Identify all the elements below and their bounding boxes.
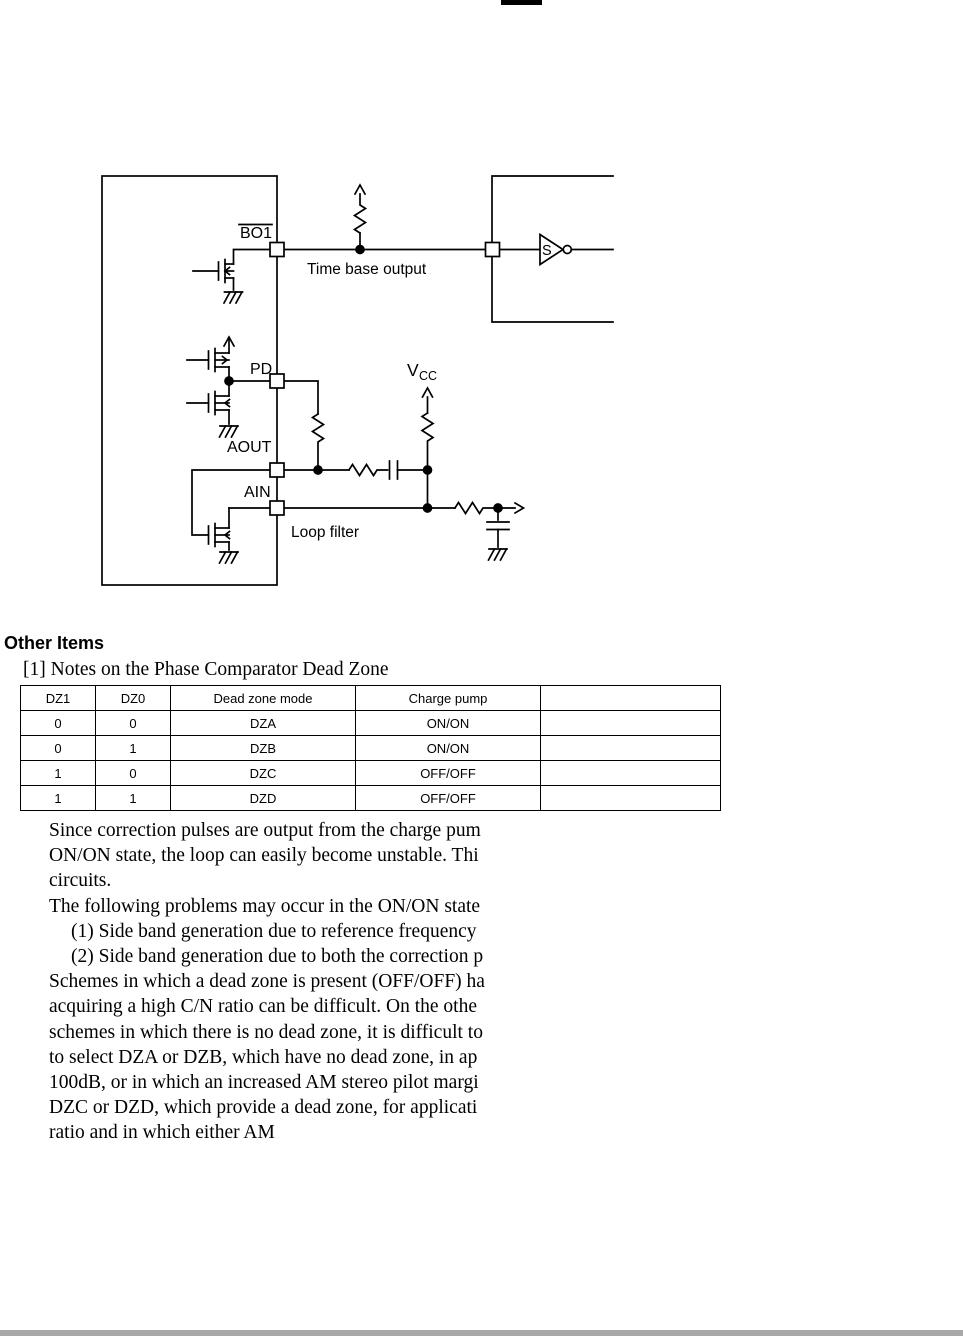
resistor [422,413,433,508]
label-loop-filter: Loop filter [291,524,360,541]
label-vcc-subscript: CC [419,369,438,383]
ground-icon [224,292,243,303]
section-subheading: [1] Notes on the Phase Comparator Dead Zone [23,659,389,680]
table-cell [541,711,721,736]
resistor [455,503,515,514]
table-row [21,786,721,811]
body-line: ON/ON state, the loop can easily become unstable. Thi [49,845,479,867]
table-cell: 1 [21,786,96,811]
col-header-dz1: DZ1 [21,686,96,711]
dead-zone-table [20,685,721,811]
table-cell [541,761,721,786]
pullup-resistor [355,194,366,233]
col-header-dz0: DZ0 [96,686,171,711]
arrow-right-icon [515,503,524,513]
junction-dot [494,504,502,512]
body-line: The following problems may occur in the ON/ON state [49,895,481,917]
junction-dot [424,466,432,474]
pin-square-aout [270,463,284,477]
arrow-up-icon [423,388,433,397]
body-paragraphs [49,818,609,1146]
body-line: 100dB, or in which an increased AM stereo pilot margi [49,1072,479,1094]
body-line: (1) Side band generation due to reference frequency [71,920,477,942]
body-line: (2) Side band generation due to both the correction p [71,946,484,968]
table-cell: 0 [96,711,171,736]
body-line: DZC or DZD, which provide a dead zone, for applicati [49,1097,478,1119]
table-cell: DZB [171,736,356,761]
resistor [313,414,324,470]
table-cell: ON/ON [356,736,541,761]
pin-square-bo1 [270,243,284,257]
section-heading: Other Items [4,633,105,653]
table-cell: ON/ON [356,711,541,736]
label-inverter-s: S [542,243,552,259]
table-cell: OFF/OFF [356,761,541,786]
table-cell: 1 [96,736,171,761]
table-cell [541,736,721,761]
pin-square-ain [270,501,284,515]
pin-label-pd: PD [250,361,273,378]
junction-dot [314,466,322,474]
table-cell: 0 [21,736,96,761]
body-line: ratio and in which either AM [49,1122,275,1144]
ground-icon [220,426,239,437]
label-time-base-output: Time base output [307,261,427,278]
table-row [21,711,721,736]
table-cell: DZD [171,786,356,811]
body-line: circuits. [49,870,112,892]
label-vcc: V [407,360,419,380]
table-row [21,736,721,761]
resistor [349,465,388,476]
inverter-bubble [563,246,571,254]
body-line: schemes in which there is no dead zone, it is difficult to [49,1021,483,1043]
table-cell: 1 [96,786,171,811]
pin-square-right-ic [486,243,500,257]
body-line: to select DZA or DZB, which have no dead zone, in ap [49,1046,478,1068]
body-line: acquiring a high C/N ratio can be difficult. On the othe [49,996,477,1018]
pin-label-ain: AIN [244,484,271,501]
pin-label-aout: AOUT [227,439,272,456]
junction-dot [424,504,432,512]
junction-dot [356,246,364,254]
body-line: Schemes in which a dead zone is present (OFF/OFF) ha [49,971,485,993]
table-cell: OFF/OFF [356,786,541,811]
table-cell: 1 [21,761,96,786]
col-header-blank [541,686,721,711]
circuit-diagram [0,0,963,620]
col-header-charge-pump: Charge pump [356,686,541,711]
table-cell: 0 [96,761,171,786]
ground-icon [489,549,508,560]
table-cell: 0 [21,711,96,736]
table-row [21,761,721,786]
footer-bar [0,1330,963,1336]
table-cell [541,786,721,811]
body-line: Since correction pulses are output from the charge pum [49,820,481,841]
table-cell: DZA [171,711,356,736]
table-header-row [21,686,721,711]
arrow-up-icon [355,185,365,194]
table-cell: DZC [171,761,356,786]
pin-label-bo1: BO1 [240,225,273,242]
ground-icon [220,552,239,563]
junction-dot [225,377,233,385]
col-header-dead-zone-mode: Dead zone mode [171,686,356,711]
